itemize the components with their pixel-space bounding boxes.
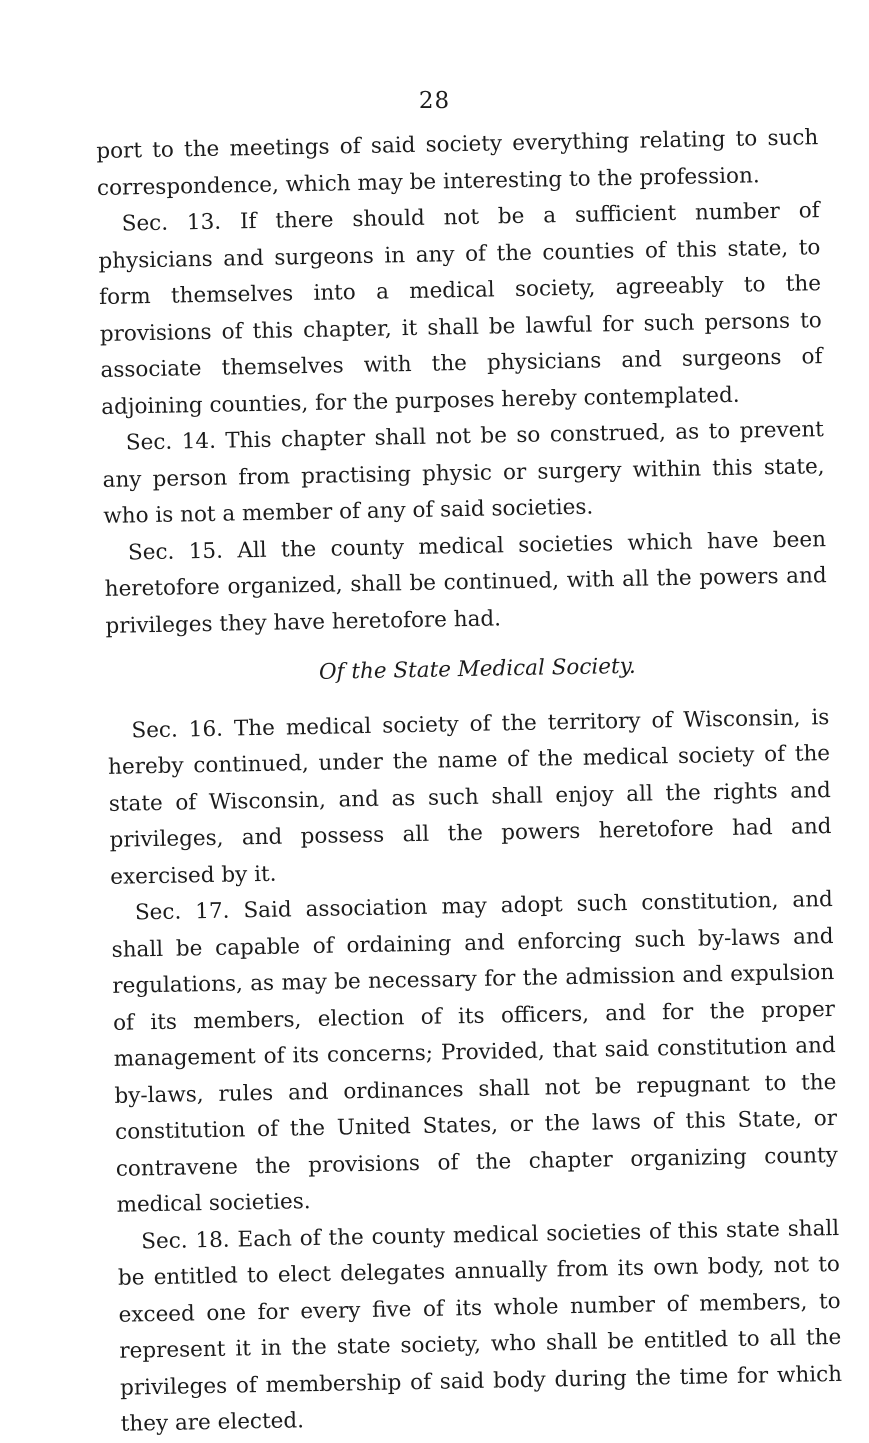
section-15: Sec. 15. All the county medical societies which have been heretofore organized, shall be continued, with all the powers and privileges they have heretofore had. [104,526,827,639]
section-17: Sec. 17. Said association may adopt such constitution, and shall be capable of ordaining and enforcing such by-laws and regulations, as may be necessary for the admission and expulsion of its members, election of its officers, and for the proper management of its concerns; Provided, that said constitution and by-laws, rules and ordinances shall not be repugnant to the constitution of the United States, or the laws of this State, or contravene the provisions of the chapter organizing county medical societies. [111,886,838,1218]
section-18: Sec. 18. Each of the county medical societies of this state shall be entitled to elect delegates annually from its own body, not to exceed one for every five of its whole number of members, to represent it in the state society, who shall be entitled to all the privileges of membership of said body during the time for which they are elected. [117,1215,843,1437]
section-16: Sec. 16. The medical society of the territory of Wisconsin, is hereby continued, under the name of the medical society of the state of Wisconsin, and as such shall enjoy all the rights and privileges, and possess all the powers heretofore had and exercised by it. [107,704,832,890]
section-14: Sec. 14. This chapter shall not be so construed, as to prevent any person from practising physic or surgery within this state, who is not a member of any of said societies. [102,417,825,529]
body-text [96,120,843,1443]
section-13: Sec. 13. If there should not be a sufficient number of physicians and surgeons in any of the counties of this state, to form themselves into a medical society, agreeably to the provisions of this chapter, it shall be lawful for such persons to associate themselves with the physicians and surgeons of adjoining counties, for the purposes hereby contemplated. [98,198,823,420]
section-heading: Of the State Medical Society. [318,653,636,685]
page-number: 28 [418,88,451,114]
paragraph-continuation: port to the meetings of said society everything relating to such correspondence, which may be interesting to the profession. [96,125,819,201]
